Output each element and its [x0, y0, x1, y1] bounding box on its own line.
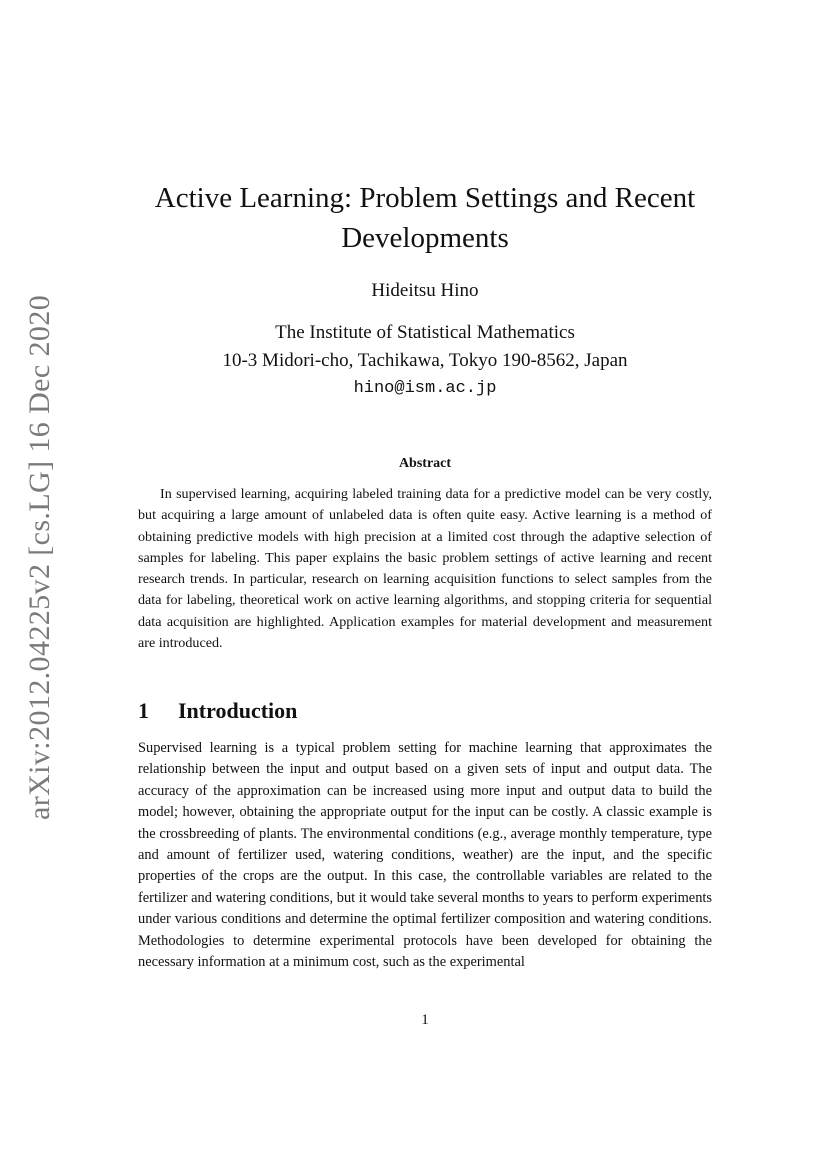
section-heading-introduction — [138, 697, 718, 725]
affiliation-address: 10-3 Midori-cho, Tachikawa, Tokyo 190-8562, Japan — [222, 350, 628, 371]
section-title-text: Introduction — [178, 698, 298, 723]
paper-title: Active Learning: Problem Settings and Recent Developments — [154, 182, 696, 254]
author-email: hino@ism.ac.jp — [353, 379, 497, 398]
section-number: 1 — [138, 698, 149, 723]
author-name: Hideitsu Hino — [371, 280, 479, 301]
abstract-heading: Abstract — [398, 456, 452, 471]
abstract-text: In supervised learning, acquiring labeled training data for a predictive model can be very costly, but acquiring a large amount of unlabeled data is often quite easy. Active learning is a method of obtaining predictive models with high precision at a limited cost through the adaptive selection of samples for labeling. This paper explains the basic problem settings of active learning and recent research trends. In particular, research on learning acquisition functions to select samples from the data for labeling, theoretical work on active learning algorithms, and stopping criteria for sequential data acquisition are highlighted. Application examples for material development and measurement are introduced. — [138, 486, 712, 652]
affiliation-block — [120, 319, 730, 403]
page-number: 1 — [421, 1012, 429, 1028]
arxiv-identifier-stamp: arXiv:2012.04225v2 [cs.LG] 16 Dec 2020 — [23, 294, 56, 820]
affiliation-institute: The Institute of Statistical Mathematics — [275, 322, 575, 343]
introduction-paragraph: Supervised learning is a typical problem setting for machine learning that approximates the relationship between the input and output based on a given sets of input and output data. The accuracy of the approximation can be increased using more input and output data to build the model; however, obtaining the appropriate output for the input can be costly. A classic example is the crossbreeding of plants. The environmental conditions (e.g., average monthly temperature, type and amount of fertilizer used, watering conditions, weather) are the input, and the specific properties of the crops are the output. In this case, the controllable variables are related to the fertilizer and watering conditions, but it would take several months to years to perform experiments under various conditions and determine the optimal fertilizer composition and watering conditions. Methodologies to determine experimental protocols have been developed for obtaining the necessary information at a minimum cost, such as the experimental — [138, 740, 712, 971]
